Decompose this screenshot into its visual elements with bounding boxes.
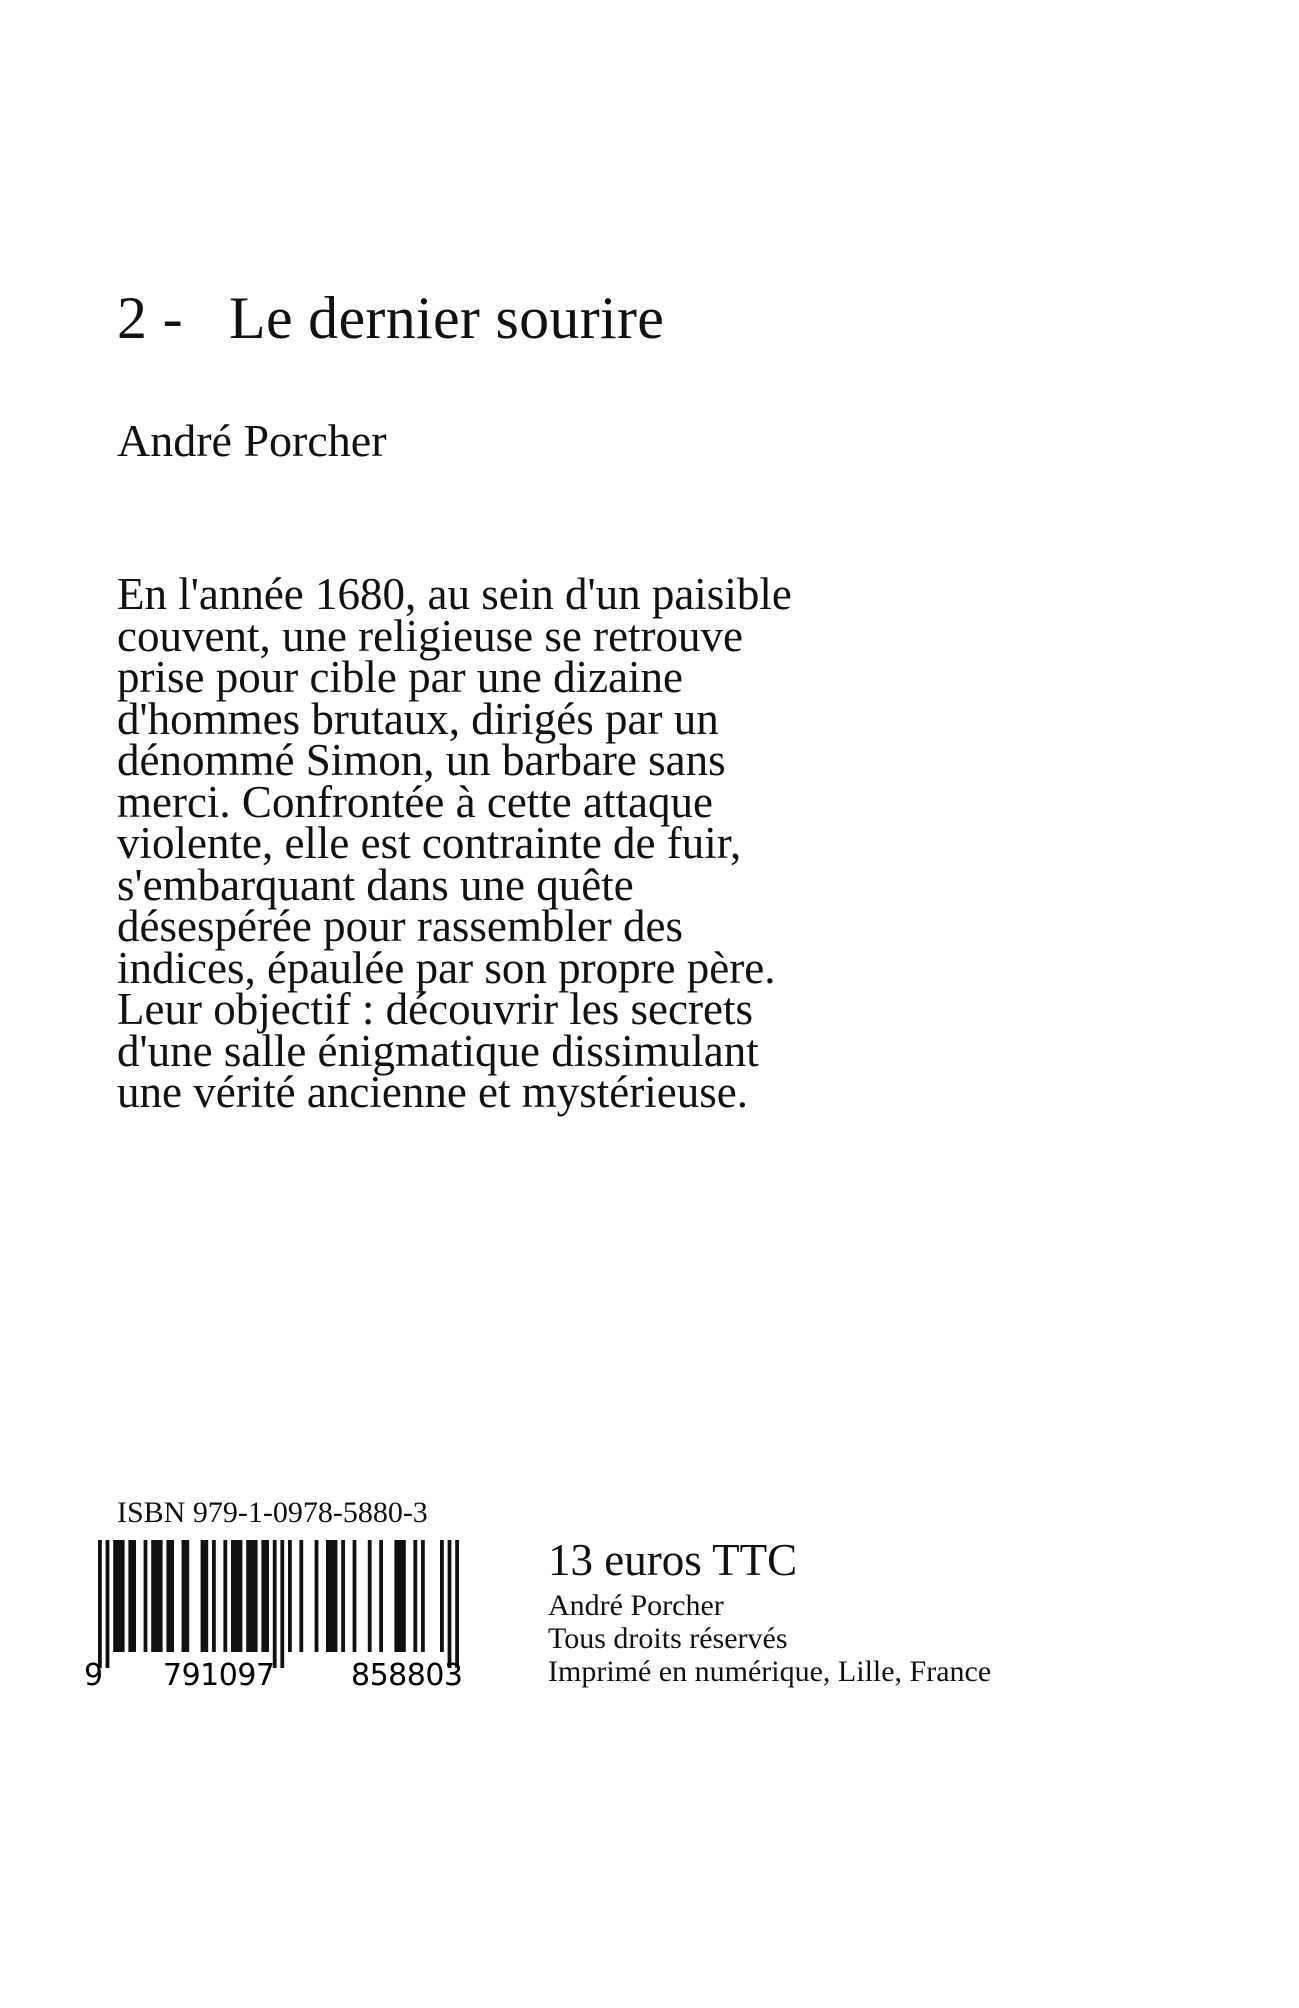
barcode-digit-first: 9: [84, 1658, 104, 1688]
barcode-bar: [368, 1540, 372, 1652]
barcode-bar: [144, 1540, 148, 1652]
barcode-bar: [128, 1540, 136, 1652]
barcode-bar: [413, 1540, 417, 1652]
isbn-barcode: [76, 1538, 496, 1688]
barcode-bar: [394, 1540, 405, 1652]
imprint-rights: Tous droits réservés: [548, 1622, 788, 1655]
book-title: Le dernier sourire: [229, 285, 665, 351]
barcode-guard-bar: [455, 1540, 459, 1668]
book-summary: En l'année 1680, au sein d'un paisible couvent, une religieuse se retrouve prise pour cible par une dizaine d'hommes brutaux, dirigés par un dénommé Simon, un barbare sans merci. Confrontée à cette attaque violente, elle est contrainte de fuir, s'embarquant dans une quête désespérée pour rassembler des indices, épaulée par son propre père. Leur objectif : découvrir les secrets d'une salle énigmatique dissimulant une vérité ancienne et mystérieuse.: [117, 569, 792, 1117]
barcode-bar: [299, 1540, 303, 1652]
isbn-label: ISBN 979-1-0978-5880-3: [117, 1496, 428, 1529]
barcode-guard-bar: [273, 1540, 277, 1668]
book-title-line: [117, 285, 665, 351]
barcode-bar: [379, 1540, 383, 1652]
barcode-bar: [341, 1540, 345, 1652]
barcode-bar: [261, 1540, 269, 1652]
barcode-bar: [182, 1540, 190, 1652]
barcode-bar: [326, 1540, 337, 1652]
barcode-guard-bar: [280, 1540, 284, 1668]
barcode-bar: [212, 1540, 216, 1652]
barcode-bar: [315, 1540, 319, 1652]
imprint-block: [548, 1535, 1268, 1688]
barcode-bar: [151, 1540, 162, 1652]
imprint-author: André Porcher: [548, 1589, 724, 1622]
barcode-guard-bar: [98, 1540, 102, 1668]
barcode-bar: [246, 1540, 257, 1652]
barcode-bar: [113, 1540, 124, 1652]
barcode-guard-bar: [106, 1540, 110, 1668]
barcode-guard-bar: [448, 1540, 452, 1668]
barcode-bar: [288, 1540, 292, 1652]
barcode-bar: [231, 1540, 242, 1652]
price: 13 euros TTC: [548, 1535, 798, 1585]
barcode-bar: [440, 1540, 444, 1652]
barcode-digits-right: 858803: [351, 1658, 463, 1688]
imprint-printing: Imprimé en numérique, Lille, France: [548, 1655, 992, 1688]
book-number: 2 -: [117, 285, 183, 351]
barcode-bar: [353, 1540, 357, 1652]
barcode-bar: [223, 1540, 227, 1652]
book-author: André Porcher: [117, 415, 387, 466]
barcode-bar: [166, 1540, 174, 1652]
barcode-graphic: [76, 1538, 496, 1688]
barcode-digits-left: 791097: [163, 1658, 275, 1688]
barcode-bar: [201, 1540, 209, 1652]
barcode-bar: [421, 1540, 425, 1652]
